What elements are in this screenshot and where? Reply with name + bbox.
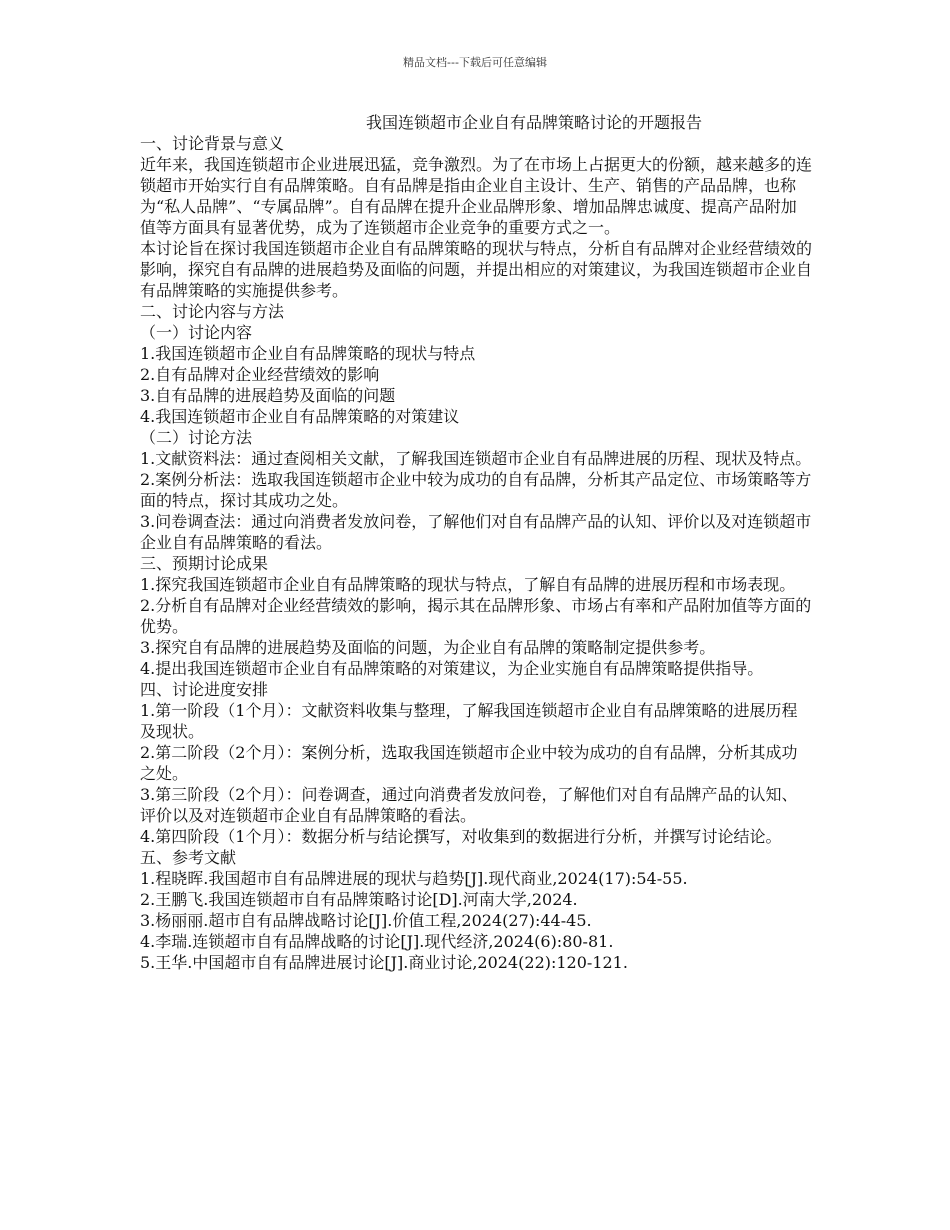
list-item: 2.自有品牌对企业经营绩效的影响 [140, 365, 380, 384]
list-item: 2.案例分析法：选取我国连锁超市企业中较为成功的自有品牌，分析其产品定位、市场策略等方面的特点，探讨其成功之处。 [140, 470, 812, 510]
list-item: 3.问卷调查法：通过向消费者发放问卷，了解他们对自有品牌产品的认知、评价以及对连锁超市企业自有品牌策略的看法。 [140, 512, 812, 552]
list-item: 2.分析自有品牌对企业经营绩效的影响，揭示其在品牌形象、市场占有率和产品附加值等方面的优势。 [140, 596, 812, 636]
list-item: 3.自有品牌的进展趋势及面临的问题 [140, 386, 396, 405]
list-item: 2.第二阶段（2个月）：案例分析，选取我国连锁超市企业中较为成功的自有品牌，分析其成功之处。 [140, 743, 798, 783]
section-heading-background: 一、讨论背景与意义 [140, 134, 285, 153]
list-item: 4.第四阶段（1个月）：数据分析与结论撰写，对收集到的数据进行分析，并撰写讨论结论。 [140, 827, 782, 846]
reference-item: 5.王华.中国超市自有品牌进展讨论[J].商业讨论,2024(22):120-121. [140, 953, 628, 972]
section-heading-results: 三、预期讨论成果 [140, 554, 269, 573]
header-note: 精品文档---下载后可任意编辑 [403, 56, 547, 69]
reference-item: 3.杨丽丽.超市自有品牌战略讨论[J].价值工程,2024(27):44-45. [140, 911, 592, 930]
subsection-heading: （二）讨论方法 [140, 428, 253, 447]
subsection-heading: （一）讨论内容 [140, 323, 253, 342]
paragraph: 近年来，我国连锁超市企业进展迅猛，竞争激烈。为了在市场上占据更大的份额，越来越多的连锁超市开始实行自有品牌策略。自有品牌是指由企业自主设计、生产、销售的产品品牌，也称为“私人品牌”、“专属品牌”。自有品牌在提升企业品牌形象、增加品牌忠诚度、提高产品附加值等方面具有显著优势，成为了连锁超市企业竞争的重要方式之一。 [140, 155, 813, 237]
list-item: 3.第三阶段（2个月）：问卷调查，通过向消费者发放问卷，了解他们对自有品牌产品的认知、评价以及对连锁超市企业自有品牌策略的看法。 [140, 785, 798, 825]
document-body [140, 112, 812, 973]
document-title: 我国连锁超市企业自有品牌策略讨论的开题报告 [366, 113, 703, 132]
section-heading-references: 五、参考文献 [140, 848, 237, 867]
section-heading-schedule: 四、讨论进度安排 [140, 680, 269, 699]
reference-item: 4.李瑞.连锁超市自有品牌战略的讨论[J].现代经济,2024(6):80-81. [140, 932, 614, 951]
list-item: 4.我国连锁超市企业自有品牌策略的对策建议 [140, 407, 460, 426]
list-item: 3.探究自有品牌的进展趋势及面临的问题，为企业自有品牌的策略制定提供参考。 [140, 638, 716, 657]
list-item: 1.探究我国连锁超市企业自有品牌策略的现状与特点，了解自有品牌的进展历程和市场表现。 [140, 575, 796, 594]
reference-item: 1.程晓晖.我国超市自有品牌进展的现状与趋势[J].现代商业,2024(17):54-55. [140, 869, 688, 888]
list-item: 1.第一阶段（1个月）：文献资料收集与整理，了解我国连锁超市企业自有品牌策略的进展历程及现状。 [140, 701, 798, 741]
list-item: 4.提出我国连锁超市企业自有品牌策略的对策建议，为企业实施自有品牌策略提供指导。 [140, 659, 764, 678]
reference-item: 2.王鹏飞.我国连锁超市自有品牌策略讨论[D].河南大学,2024. [140, 890, 578, 909]
list-item: 1.文献资料法：通过查阅相关文献，了解我国连锁超市企业自有品牌进展的历程、现状及特点。 [140, 449, 812, 468]
list-item: 1.我国连锁超市企业自有品牌策略的现状与特点 [140, 344, 476, 363]
section-heading-content-method: 二、讨论内容与方法 [140, 302, 285, 321]
paragraph: 本讨论旨在探讨我国连锁超市企业自有品牌策略的现状与特点，分析自有品牌对企业经营绩效的影响，探究自有品牌的进展趋势及面临的问题，并提出相应的对策建议，为我国连锁超市企业自有品牌策略的实施提供参考。 [140, 239, 813, 300]
